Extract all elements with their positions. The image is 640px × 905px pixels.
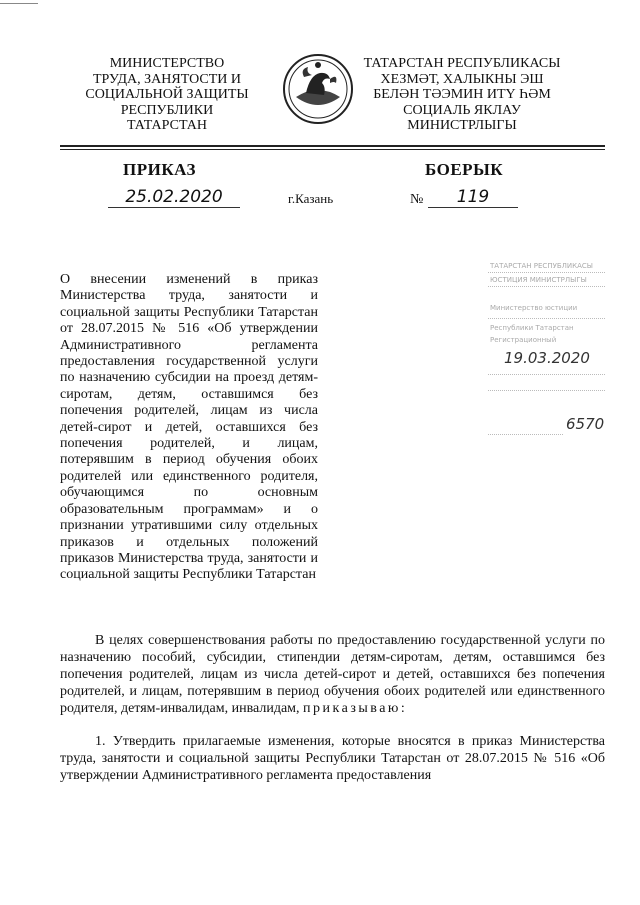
stamp-rule [488,286,605,287]
stamp-rule [488,390,605,391]
order-verb: приказываю: [303,701,408,716]
ministry-line: МИНИСТЕРСТВО [109,56,225,71]
order-title-ru: ПРИКАЗ [123,160,196,179]
ministry-name-ru [62,56,272,134]
top-edge-line [0,3,38,4]
stamp-line: Министерство юстиции [490,304,578,312]
ministry-line: МИНИСТРЛЫГЫ [407,118,517,133]
stamp-rule [488,434,563,435]
ministry-line: ТРУДА, ЗАНЯТОСТИ И [93,71,241,87]
order-city: г.Казань [288,191,334,206]
ministry-line: ТАТАРСТАН [126,118,208,133]
stamp-line: ТАТАРСТАН РЕСПУБЛИКАСЫ [490,262,593,270]
order-subject: О внесении изменений в приказ Министерства труда, занятости и социальной защиты Республики Татарстан от 28.07.2015 № 516 «Об утверждении Административного регламента предоставления государственной услуги по назначению субсидии на проезд детям-сиротам, детям, оставшимся без попечения родителей, лицам из числа детей-сирот и детей, оставшихся без попечения родителей, и лицам, потерявшим в период обучения обоих родителей или единственного родителя, обучающимся по основным образовательным программам» и о признании утратившими силу отдельных приказов и отдельных положений приказов Министерства труда, занятости и социальной защиты Республики Татарстан [60,272,318,583]
stamp-reg-date: 19.03.2020 [504,349,590,367]
coat-of-arms-icon [282,53,354,125]
ministry-line: СОЦИАЛЬНОЙ ЗАЩИТЫ [85,87,249,102]
order-body [60,632,605,800]
header-divider [60,145,605,147]
ministry-line: ТАТАРСТАН РЕСПУБЛИКАСЫ [363,56,561,71]
ministry-line: РЕСПУБЛИКИ [120,102,214,118]
preamble-text: В целях совершенствования работы по предоставлению государственной услуги по назначению пособий, субсидии, стипендии детям-сиротам, детям, оставшимся без попечения родителей, лицам из числа детей-сирот и детей, оставшихся без попечения родителей, и лицам, потерявшим в период обучения обоих родителей или единственного родителя, детям-инвалидам, инвалидам, [60,633,605,716]
ministry-line: СОЦИАЛЬ ЯКЛАУ [403,102,521,118]
stamp-rule [488,374,605,375]
stamp-reg-number: 6570 [566,415,605,433]
registration-stamp [484,258,609,436]
ministry-name-tt [357,56,567,134]
order-number: 119 [428,187,518,208]
order-title-tt: БОЕРЫК [425,160,504,179]
stamp-line: Регистрационный [490,336,557,344]
stamp-rule [488,272,605,273]
stamp-line: Республики Татарстан [490,324,574,332]
stamp-line: ЮСТИЦИЯ МИНИСТРЛЫГЫ [490,276,587,284]
order-date: 25.02.2020 [108,187,240,208]
clause-1: 1. Утвердить прилагаемые изменения, которые вносятся в приказ Министерства труда, занятости и социальной защиты Республики Татарстан от 28.07.2015 № 516 «Об утверждении Административного регламента предоставления [60,734,605,783]
header-divider [60,149,605,150]
order-number-label: № [410,192,424,207]
ministry-line: ХЕЗМӘТ, ХАЛЫКНЫ ЭШ [380,71,544,87]
ministry-line: БЕЛӘН ТӘЭМИН ИТҮ ҺӘМ [373,87,551,102]
stamp-rule [488,318,605,319]
preamble-paragraph [60,632,605,717]
